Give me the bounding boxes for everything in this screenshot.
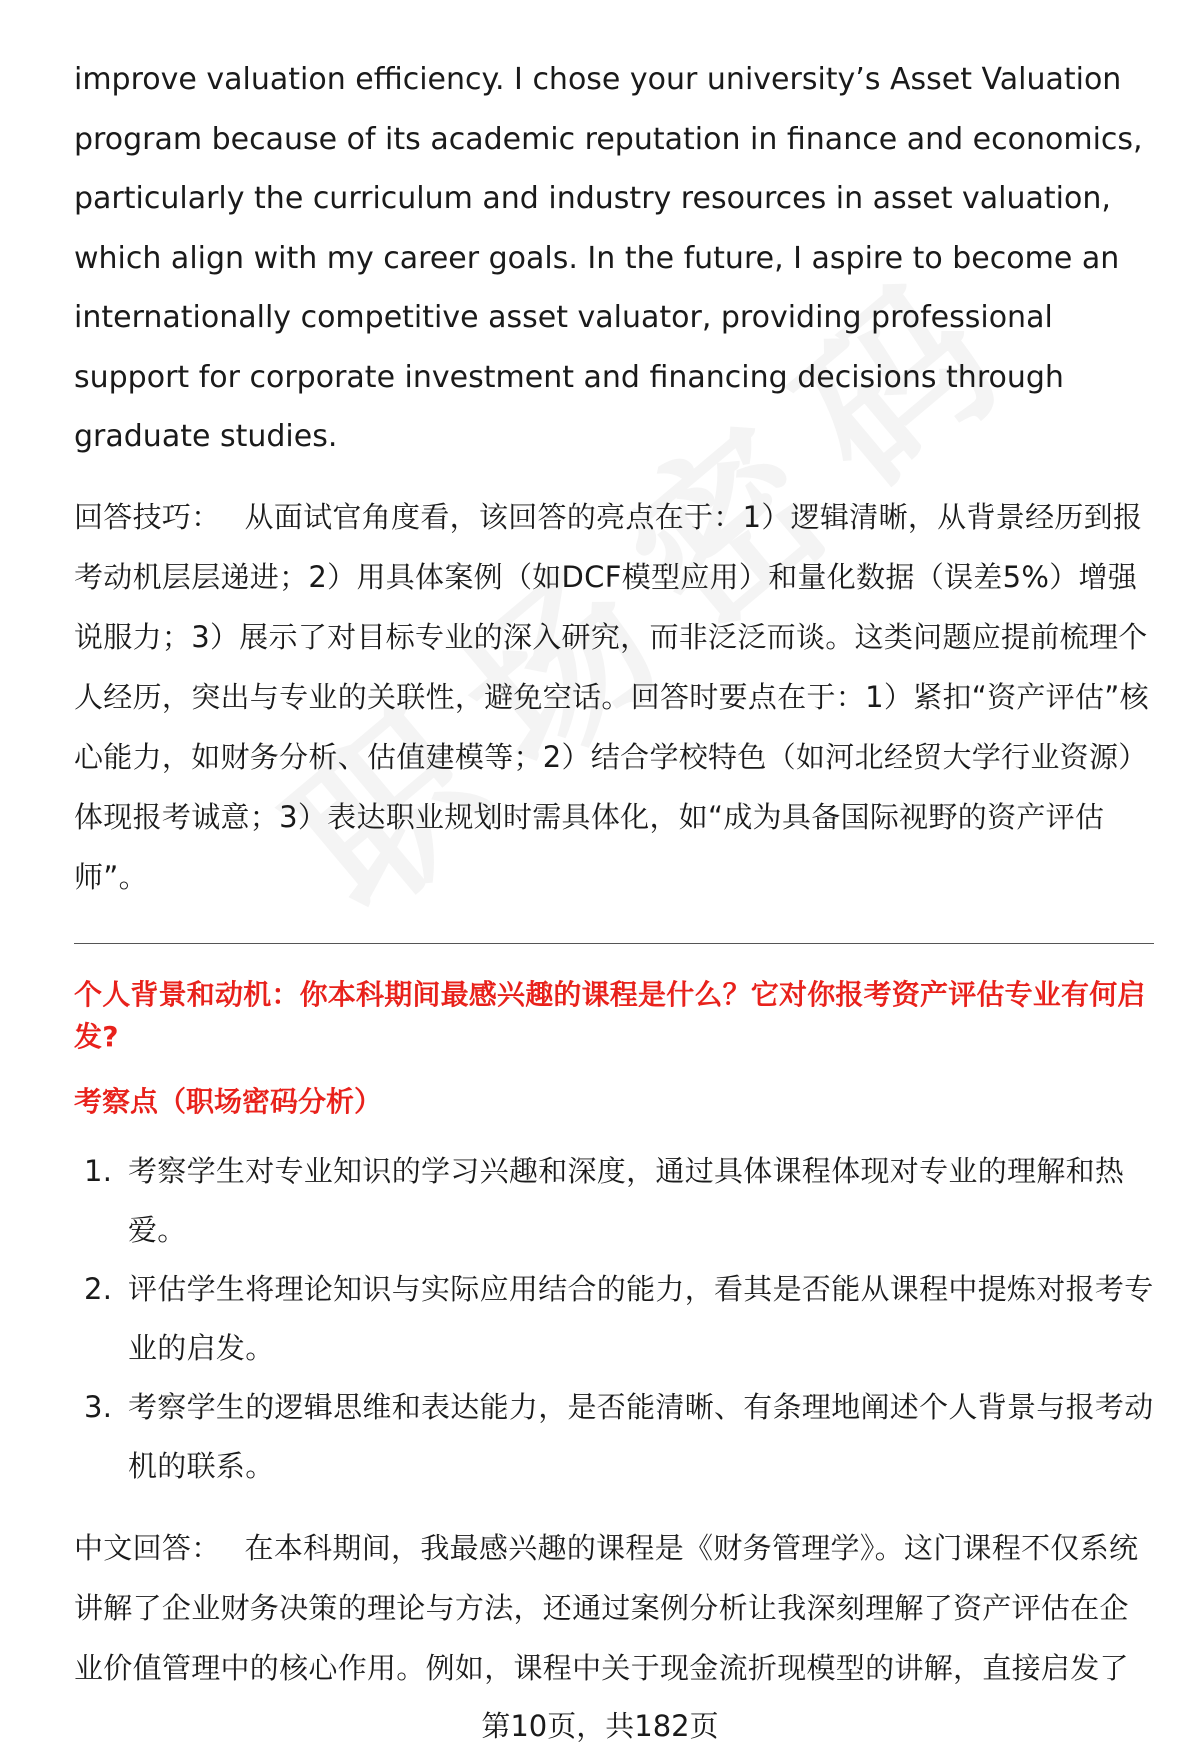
exam-point-item	[74, 1378, 1154, 1496]
exam-point-number: 3.	[84, 1389, 113, 1424]
exam-point-text: 考察学生对专业知识的学习兴趣和深度，通过具体课程体现对专业的理解和热爱。	[128, 1153, 1125, 1247]
answer-tips-paragraph	[74, 487, 1154, 907]
exam-points-list	[74, 1142, 1154, 1496]
page-number-footer: 第10页，共182页	[481, 1709, 719, 1743]
answer-tips-label: 回答技巧：	[74, 499, 221, 534]
chinese-answer-paragraph	[74, 1518, 1154, 1698]
english-answer-paragraph: improve valuation efficiency. I chose your university’s Asset Valuation program because of its academic reputation in finance and economics, particularly the curriculum and industry resources in asset valuation, which align with my career goals. In the future, I aspire to become an internationally competitive asset valuator, providing professional support for corporate investment and financing decisions through graduate studies.	[74, 62, 1143, 454]
section-divider	[74, 943, 1154, 944]
chinese-answer-text: 在本科期间，我最感兴趣的课程是《财务管理学》。这门课程不仅系统讲解了企业财务决策的理论与方法，还通过案例分析让我深刻理解了资产评估在企业价值管理中的核心作用。例如，课程中关于现金流折现模型的讲解，直接启发了	[74, 1530, 1139, 1685]
question-heading: 个人背景和动机：你本科期间最感兴趣的课程是什么？它对你报考资产评估专业有何启发?	[74, 977, 1146, 1053]
exam-point-text: 考察学生的逻辑思维和表达能力，是否能清晰、有条理地阐述个人背景与报考动机的联系。	[128, 1389, 1154, 1483]
answer-tips-text: 从面试官角度看，该回答的亮点在于：1）逻辑清晰，从背景经历到报考动机层层递进；2）用具体案例（如DCF模型应用）和量化数据（误差5%）增强说服力；3）展示了对目标专业的深入研究，而非泛泛而谈。这类问题应提前梳理个人经历，突出与专业的关联性，避免空话。回答时要点在于：1）紧扣“资产评估”核心能力，如财务分析、估值建模等；2）结合学校特色（如河北经贸大学行业资源）体现报考诚意；3）表达职业规划时需具体化，如“成为具备国际视野的资产评估师”。	[74, 499, 1149, 894]
exam-point-number: 1.	[84, 1153, 113, 1188]
exam-points-heading: 考察点（职场密码分析）	[74, 1084, 383, 1118]
chinese-answer-label: 中文回答：	[74, 1530, 221, 1565]
page-content	[74, 50, 1154, 1698]
exam-point-number: 2.	[84, 1271, 113, 1306]
exam-point-text: 评估学生将理论知识与实际应用结合的能力，看其是否能从课程中提炼对报考专业的启发。	[128, 1271, 1154, 1365]
exam-point-item	[74, 1142, 1154, 1260]
exam-point-item	[74, 1260, 1154, 1378]
